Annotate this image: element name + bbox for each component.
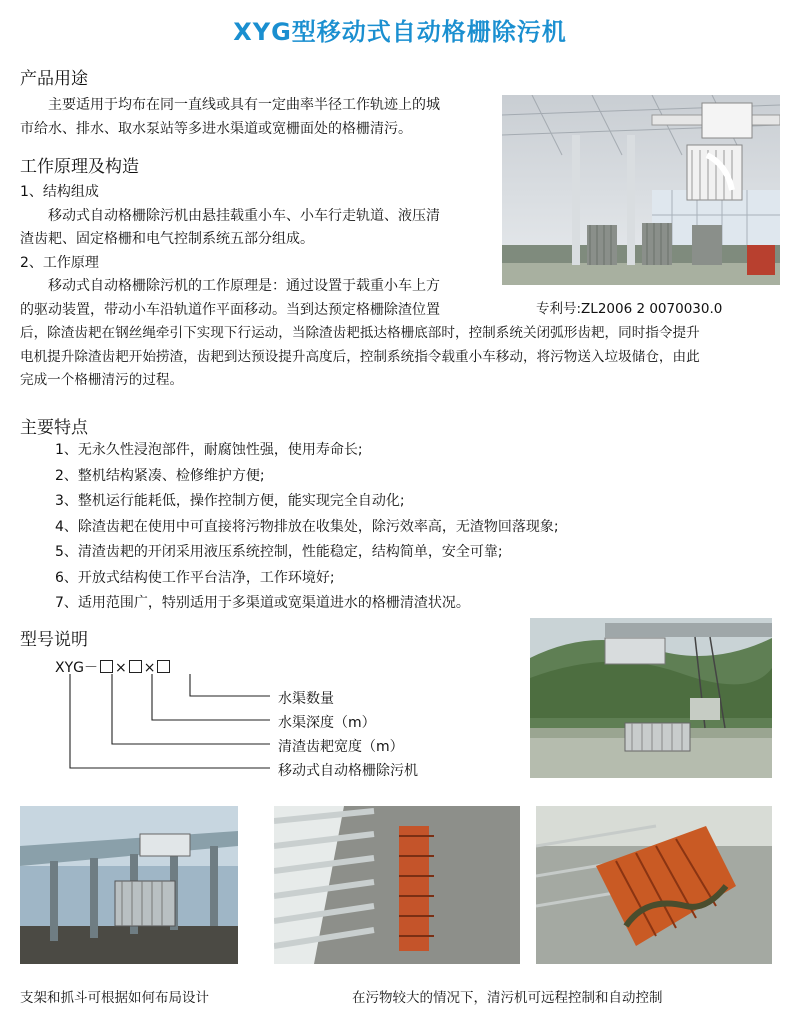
working-line-2: 的驱动装置，带动小车沿轨道作平面移动。当到达预定格栅除渣位置 <box>20 301 440 318</box>
indoor-plant-illustration <box>502 95 780 285</box>
caption-left: 支架和抓斗可根据如何布局设计 <box>20 990 209 1006</box>
caption-right: 在污物较大的情况下，清污机可远程控制和自动控制 <box>352 990 663 1006</box>
times-sign-1: × <box>115 660 127 676</box>
model-diagram-lines <box>60 672 290 774</box>
principle-continued <box>20 322 780 393</box>
legend-rake-width: 清渣齿耙宽度（m） <box>278 739 404 755</box>
working-subheading: 2、工作原理 <box>20 254 99 271</box>
feature-item: 1、无永久性浸泡部件，耐腐蚀性强，使用寿命长; <box>55 442 363 458</box>
photo-bucket-debris <box>536 806 772 964</box>
features-heading: 主要特点 <box>20 418 88 438</box>
feature-item: 2、整机结构紧凑、检修维护方便; <box>55 467 265 484</box>
gantry-illustration <box>20 806 238 964</box>
model-code-prefix: XYG－ <box>55 660 98 676</box>
legend-machine-name: 移动式自动格栅除污机 <box>278 763 418 779</box>
working-line-3: 后，除渣齿耙在钢丝绳牵引下实现下行运动，当除渣齿耙抵达格栅底部时，控制系统关闭弧形齿耙，同时指令提升 <box>20 325 700 341</box>
structure-subheading: 1、结构组成 <box>20 184 99 200</box>
feature-item: 3、整机运行能耗低，操作控制方便，能实现完全自动化; <box>55 493 405 509</box>
photo-river-installation <box>530 618 772 778</box>
working-line-5: 完成一个格栅清污的过程。 <box>20 372 184 388</box>
feature-item: 6、开放式结构使工作平台洁净，工作环境好; <box>55 569 335 586</box>
photo-gantry-support <box>20 806 238 964</box>
feature-item: 5、清渣齿耙的开闭采用液压系统控制，性能稳定，结构简单，安全可靠; <box>55 544 503 560</box>
working-line-4: 电机提升除渣齿耙开始捞渣，齿耙到达预设提升高度后，控制系统指令载重小车移动，将污物送入垃圾储仓，由此 <box>20 348 700 365</box>
usage-heading: 产品用途 <box>20 69 88 89</box>
structure-line-1: 移动式自动格栅除污机由悬挂载重小车、小车行走轨道、液压清 <box>48 207 440 224</box>
usage-line-1: 主要适用于均布在同一直线或具有一定曲率半径工作轨迹上的城 <box>48 97 440 113</box>
usage-paragraph <box>20 94 490 141</box>
river-illustration <box>530 618 772 778</box>
page-title: XYG型移动式自动格栅除污机 <box>233 18 567 46</box>
legend-channel-count: 水渠数量 <box>278 691 334 707</box>
photo-indoor-installation <box>502 95 780 285</box>
usage-line-2: 市给水、排水、取水泵站等多进水渠道或宽栅面处的格栅清污。 <box>20 120 412 137</box>
working-line-1: 移动式自动格栅除污机的工作原理是：通过设置于载重小车上方 <box>48 278 440 294</box>
photo-rake-closeup <box>274 806 520 964</box>
feature-item: 7、适用范围广，特别适用于多渠道或宽渠道进水的格栅清渣状况。 <box>55 595 470 611</box>
features-list <box>55 438 775 617</box>
bucket-illustration <box>536 806 772 964</box>
rake-illustration <box>274 806 520 964</box>
model-heading: 型号说明 <box>20 630 88 650</box>
principle-structure <box>20 181 495 322</box>
patent-number: 专利号:ZL2006 2 0070030.0 <box>536 301 723 317</box>
times-sign-2: × <box>143 660 156 676</box>
principle-heading: 工作原理及构造 <box>20 157 139 177</box>
structure-line-2: 渣齿耙、固定格栅和电气控制系统五部分组成。 <box>20 231 314 247</box>
legend-channel-depth: 水渠深度（m） <box>278 715 376 731</box>
feature-item: 4、除渣齿耙在使用中可直接将污物排放在收集处，除污效率高，无渣物回落现象; <box>55 518 559 535</box>
